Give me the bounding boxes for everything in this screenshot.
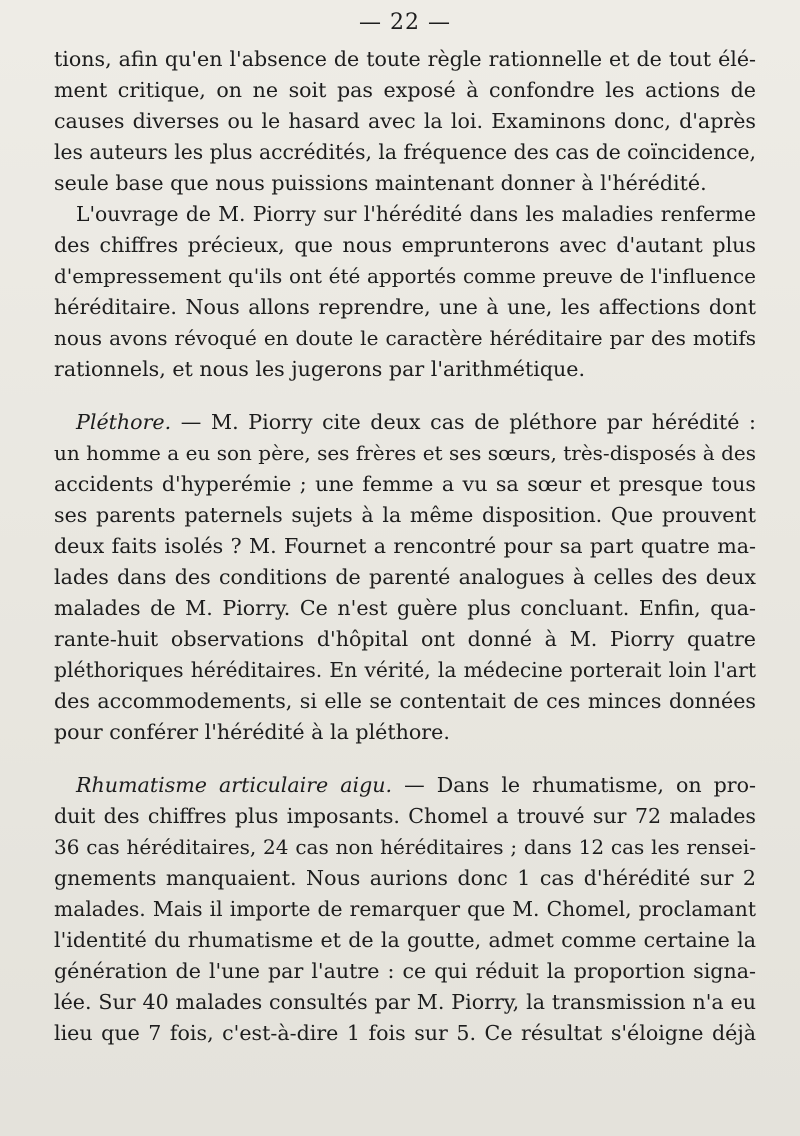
text-line bbox=[54, 407, 756, 438]
section-heading-rhumatisme: Rhumatisme articulaire aigu. bbox=[76, 773, 393, 797]
text-line: duit des chiffres plus imposants. Chomel a trouvé sur 72 malades bbox=[54, 804, 756, 828]
paragraph-2 bbox=[54, 199, 756, 385]
page-number: — 22 — bbox=[359, 10, 451, 35]
text-line: tions, afin qu'en l'absence de toute règle rationnelle et de tout élé- bbox=[54, 47, 756, 71]
text-fragment: — Dans le rhumatisme, on pro- bbox=[392, 773, 756, 797]
section-heading-plethore: Pléthore. bbox=[76, 410, 172, 434]
text-line: l'identité du rhumatisme et de la goutte, admet comme certaine la bbox=[54, 928, 756, 952]
text-line: des chiffres précieux, que nous emprunterons avec d'autant plus bbox=[54, 233, 756, 257]
text-line: les auteurs les plus accrédités, la fréquence des cas de coïncidence, bbox=[54, 140, 756, 164]
text-line: rationnels, et nous les jugerons par l'arithmétique. bbox=[54, 357, 586, 381]
text-fragment: — M. Piorry cite deux cas de pléthore par hérédité : bbox=[171, 410, 756, 434]
text-line: ment critique, on ne soit pas exposé à confondre les actions de bbox=[54, 78, 756, 102]
paragraph-rhumatisme bbox=[54, 770, 756, 1049]
text-line: deux faits isolés ? M. Fournet a rencontré pour sa part quatre ma- bbox=[54, 534, 756, 558]
text-line: des accommodements, si elle se contentait de ces minces données bbox=[54, 689, 756, 713]
paragraph-1 bbox=[54, 44, 756, 199]
text-line: rante-huit observations d'hôpital ont donné à M. Piorry quatre bbox=[54, 627, 756, 651]
text-line: ses parents paternels sujets à la même disposition. Que prouvent bbox=[54, 503, 756, 527]
text-line: un homme a eu son père, ses frères et ses sœurs, très-disposés à des bbox=[54, 441, 756, 465]
text-line: pour conférer l'hérédité à la pléthore. bbox=[54, 720, 450, 744]
text-line: héréditaire. Nous allons reprendre, une à une, les affections dont bbox=[54, 295, 756, 319]
text-line: nous avons révoqué en doute le caractère héréditaire par des motifs bbox=[54, 326, 756, 350]
text-line: accidents d'hyperémie ; une femme a vu sa sœur et presque tous bbox=[54, 472, 756, 496]
text-line: pléthoriques héréditaires. En vérité, la médecine porterait loin l'art bbox=[54, 658, 756, 682]
text-line: lée. Sur 40 malades consultés par M. Piorry, la transmission n'a eu bbox=[54, 990, 756, 1014]
text-line: causes diverses ou le hasard avec la loi. Examinons donc, d'après bbox=[54, 109, 756, 133]
text-line: seule base que nous puissions maintenant donner à l'hérédité. bbox=[54, 171, 707, 195]
text-line: 36 cas héréditaires, 24 cas non héréditaires ; dans 12 cas les rensei- bbox=[54, 835, 756, 859]
text-line: gnements manquaient. Nous aurions donc 1 cas d'hérédité sur 2 bbox=[54, 866, 756, 890]
text-line: génération de l'une par l'autre : ce qui réduit la proportion signa- bbox=[54, 959, 756, 983]
paragraph-plethore bbox=[54, 407, 756, 748]
text-line: lades dans des conditions de parenté analogues à celles des deux bbox=[54, 565, 756, 589]
text-line: L'ouvrage de M. Piorry sur l'hérédité dans les maladies renferme bbox=[76, 202, 756, 226]
text-line: d'empressement qu'ils ont été apportés comme preuve de l'influence bbox=[54, 264, 756, 288]
text-line: lieu que 7 fois, c'est-à-dire 1 fois sur 5. Ce résultat s'éloigne déjà bbox=[54, 1021, 756, 1045]
text-line: malades de M. Piorry. Ce n'est guère plus concluant. Enfin, qua- bbox=[54, 596, 756, 620]
text-line: malades. Mais il importe de remarquer que M. Chomel, proclamant bbox=[54, 897, 756, 921]
text-line bbox=[54, 770, 756, 801]
